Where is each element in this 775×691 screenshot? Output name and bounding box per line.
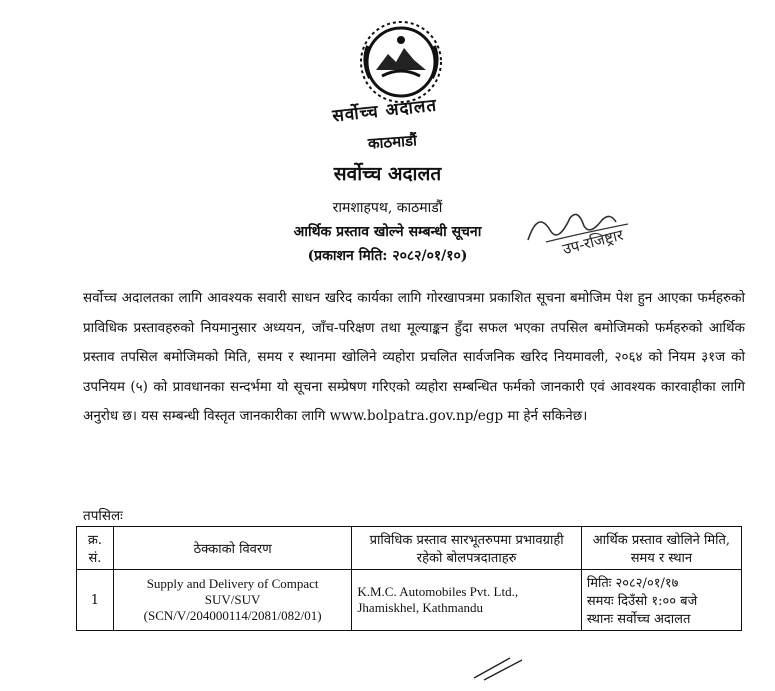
tapasil-label: तपसिलः (83, 508, 123, 524)
notice-body: सर्वोच्च अदालतका लागि आवश्यक सवारी साधन खरिद कार्यका लागि गोरखापत्रमा प्रकाशित सूचना बमोजिम पेश हुन आएका फर्महरुको प्राविधिक प्रस्तावहरुको नियमानुसार अध्ययन, जाँच-परिक्षण तथा मूल्याङ्कन हुँदा सफल भएका तपसिल बमोजिमको फर्महरुको आर्थिक प्रस्ताव तपसिल बमोजिमको मिति, समय र स्थानमा खोलिने व्यहोरा प्रचलित सार्वजनिक खरिद नियमावली, २०६४ को नियम ३१ज को उपनियम (५) को प्रावधानका सन्दर्भमा यो सूचना सम्प्रेषण गरिएको व्यहोरा सम्बन्धित फर्मको जानकारी एवं आवश्यक कारवाहीका लागि अनुरोध छ। यस सम्बन्धी विस्तृत जानकारीका लागि www.bolpatra.gov.np/egp मा हेर्न सकिनेछ। (83, 290, 745, 424)
table-row (77, 570, 742, 631)
details-table (76, 526, 742, 631)
publication-date: (प्रकाशन मिति: २०८२/०१/१०) (307, 248, 468, 264)
description-title: Supply and Delivery of Compact SUV/SUV (146, 576, 319, 607)
page-title: सर्वोच्च अदालत (333, 163, 442, 185)
end-mark-icon (470, 652, 530, 682)
cell-sn: 1 (77, 570, 114, 631)
header-description: ठेक्काको विवरण (113, 527, 351, 570)
cell-description (113, 570, 351, 631)
court-emblem-icon (338, 20, 464, 104)
address: रामशाहपथ, काठमाडौं (332, 200, 443, 216)
seal-text-city: काठमाडौं (367, 131, 418, 153)
cell-bidder: K.M.C. Automobiles Pvt. Ltd., Jhamiskhel, Kathmandu (352, 570, 581, 631)
schedule-place: स्थानः सर्वोच्च अदालत (586, 612, 691, 627)
seal-text-court: सर्वोच्च अदालत (331, 95, 439, 127)
header-bidders: प्राविधिक प्रस्ताव सारभूतरुपमा प्रभावग्राही रहेको बोलपत्रदाताहरु (352, 527, 581, 570)
schedule-time: समयः दिउँसो १:०० बजे (586, 594, 698, 609)
schedule-date: मितिः २०८२/०१/१७ (586, 576, 679, 591)
signatory-designation: उप-रजिष्ट्रार (560, 225, 626, 259)
table-header-row (77, 527, 742, 570)
header-sn: क्र. सं. (77, 527, 114, 570)
description-code: (SCN/V/204000114/2081/082/01) (143, 608, 322, 623)
header-schedule: आर्थिक प्रस्ताव खोलिने मिति, समय र स्थान (581, 527, 741, 570)
cell-schedule (581, 570, 741, 631)
notice-subject: आर्थिक प्रस्ताव खोल्ने सम्बन्धी सूचना (293, 224, 482, 240)
